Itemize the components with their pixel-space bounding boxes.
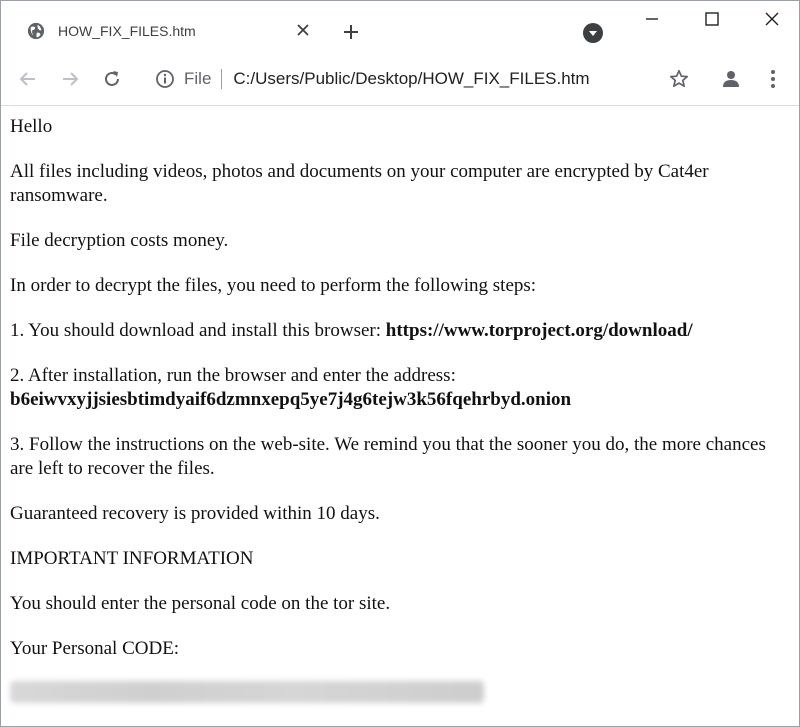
url-input[interactable] [233, 69, 653, 89]
forward-button[interactable] [57, 66, 83, 92]
maximize-button[interactable] [689, 1, 735, 37]
chevron-down-circle-icon [582, 22, 604, 44]
greeting: Hello [10, 116, 53, 137]
tor-download-link: https://www.torproject.org/download/ [385, 320, 693, 341]
toolbar [1, 53, 799, 106]
star-icon [669, 69, 689, 89]
bookmark-button[interactable] [666, 66, 692, 92]
info-icon[interactable] [155, 69, 175, 89]
reload-button[interactable] [99, 66, 125, 92]
kebab-menu-icon [770, 69, 776, 89]
close-icon [765, 12, 779, 26]
arrow-right-icon [61, 70, 79, 88]
important-heading: IMPORTANT INFORMATION [10, 548, 254, 569]
cost-notice: File decryption costs money. [10, 230, 229, 251]
back-button[interactable] [15, 66, 41, 92]
omnibox-divider [221, 69, 222, 89]
guarantee-notice: Guaranteed recovery is provided within 10 days. [10, 503, 380, 524]
step-2 [10, 364, 790, 412]
onion-address: b6eiwvxyjjsiesbtimdyaif6dzmnxepq5ye7j4g6tejw3k56fqehrbyd.onion [10, 389, 572, 410]
profile-button[interactable] [718, 66, 744, 92]
personal-code-label: Your Personal CODE: [10, 638, 180, 659]
arrow-left-icon [19, 70, 37, 88]
menu-button[interactable] [760, 66, 786, 92]
steps-intro: In order to decrypt the files, you need to perform the following steps: [10, 275, 537, 296]
step-1-text: 1. You should download and install this browser: [10, 320, 386, 341]
encryption-notice: All files including videos, photos and documents on your computer are encrypted by Cat4er ransomware. [10, 161, 709, 206]
step-1 [10, 319, 790, 343]
tab-strip [1, 1, 799, 53]
address-bar[interactable] [147, 62, 707, 96]
reload-icon [102, 69, 122, 89]
minimize-icon [645, 12, 659, 26]
ransom-note [10, 105, 790, 703]
scheme-label: File [184, 69, 212, 88]
new-tab-button[interactable] [339, 20, 363, 44]
tab-title: HOW_FIX_FILES.htm [58, 23, 196, 39]
tab-search-button[interactable] [582, 22, 604, 44]
minimize-button[interactable] [629, 1, 675, 37]
personal-code-note: You should enter the personal code on the tor site. [10, 593, 391, 614]
step-2-text: 2. After installation, run the browser and enter the address: [10, 365, 456, 386]
tab-close-button[interactable] [294, 21, 312, 39]
step-3: 3. Follow the instructions on the web-site. We remind you that the sooner you do, the more chances are left to recover the files. [10, 434, 766, 479]
person-icon [721, 69, 741, 89]
personal-code-redacted [10, 681, 484, 703]
tab-active[interactable] [13, 9, 329, 53]
window-close-button[interactable] [749, 1, 795, 37]
close-icon [297, 24, 309, 36]
globe-icon [27, 22, 45, 40]
maximize-icon [705, 12, 719, 26]
plus-icon [343, 24, 359, 40]
